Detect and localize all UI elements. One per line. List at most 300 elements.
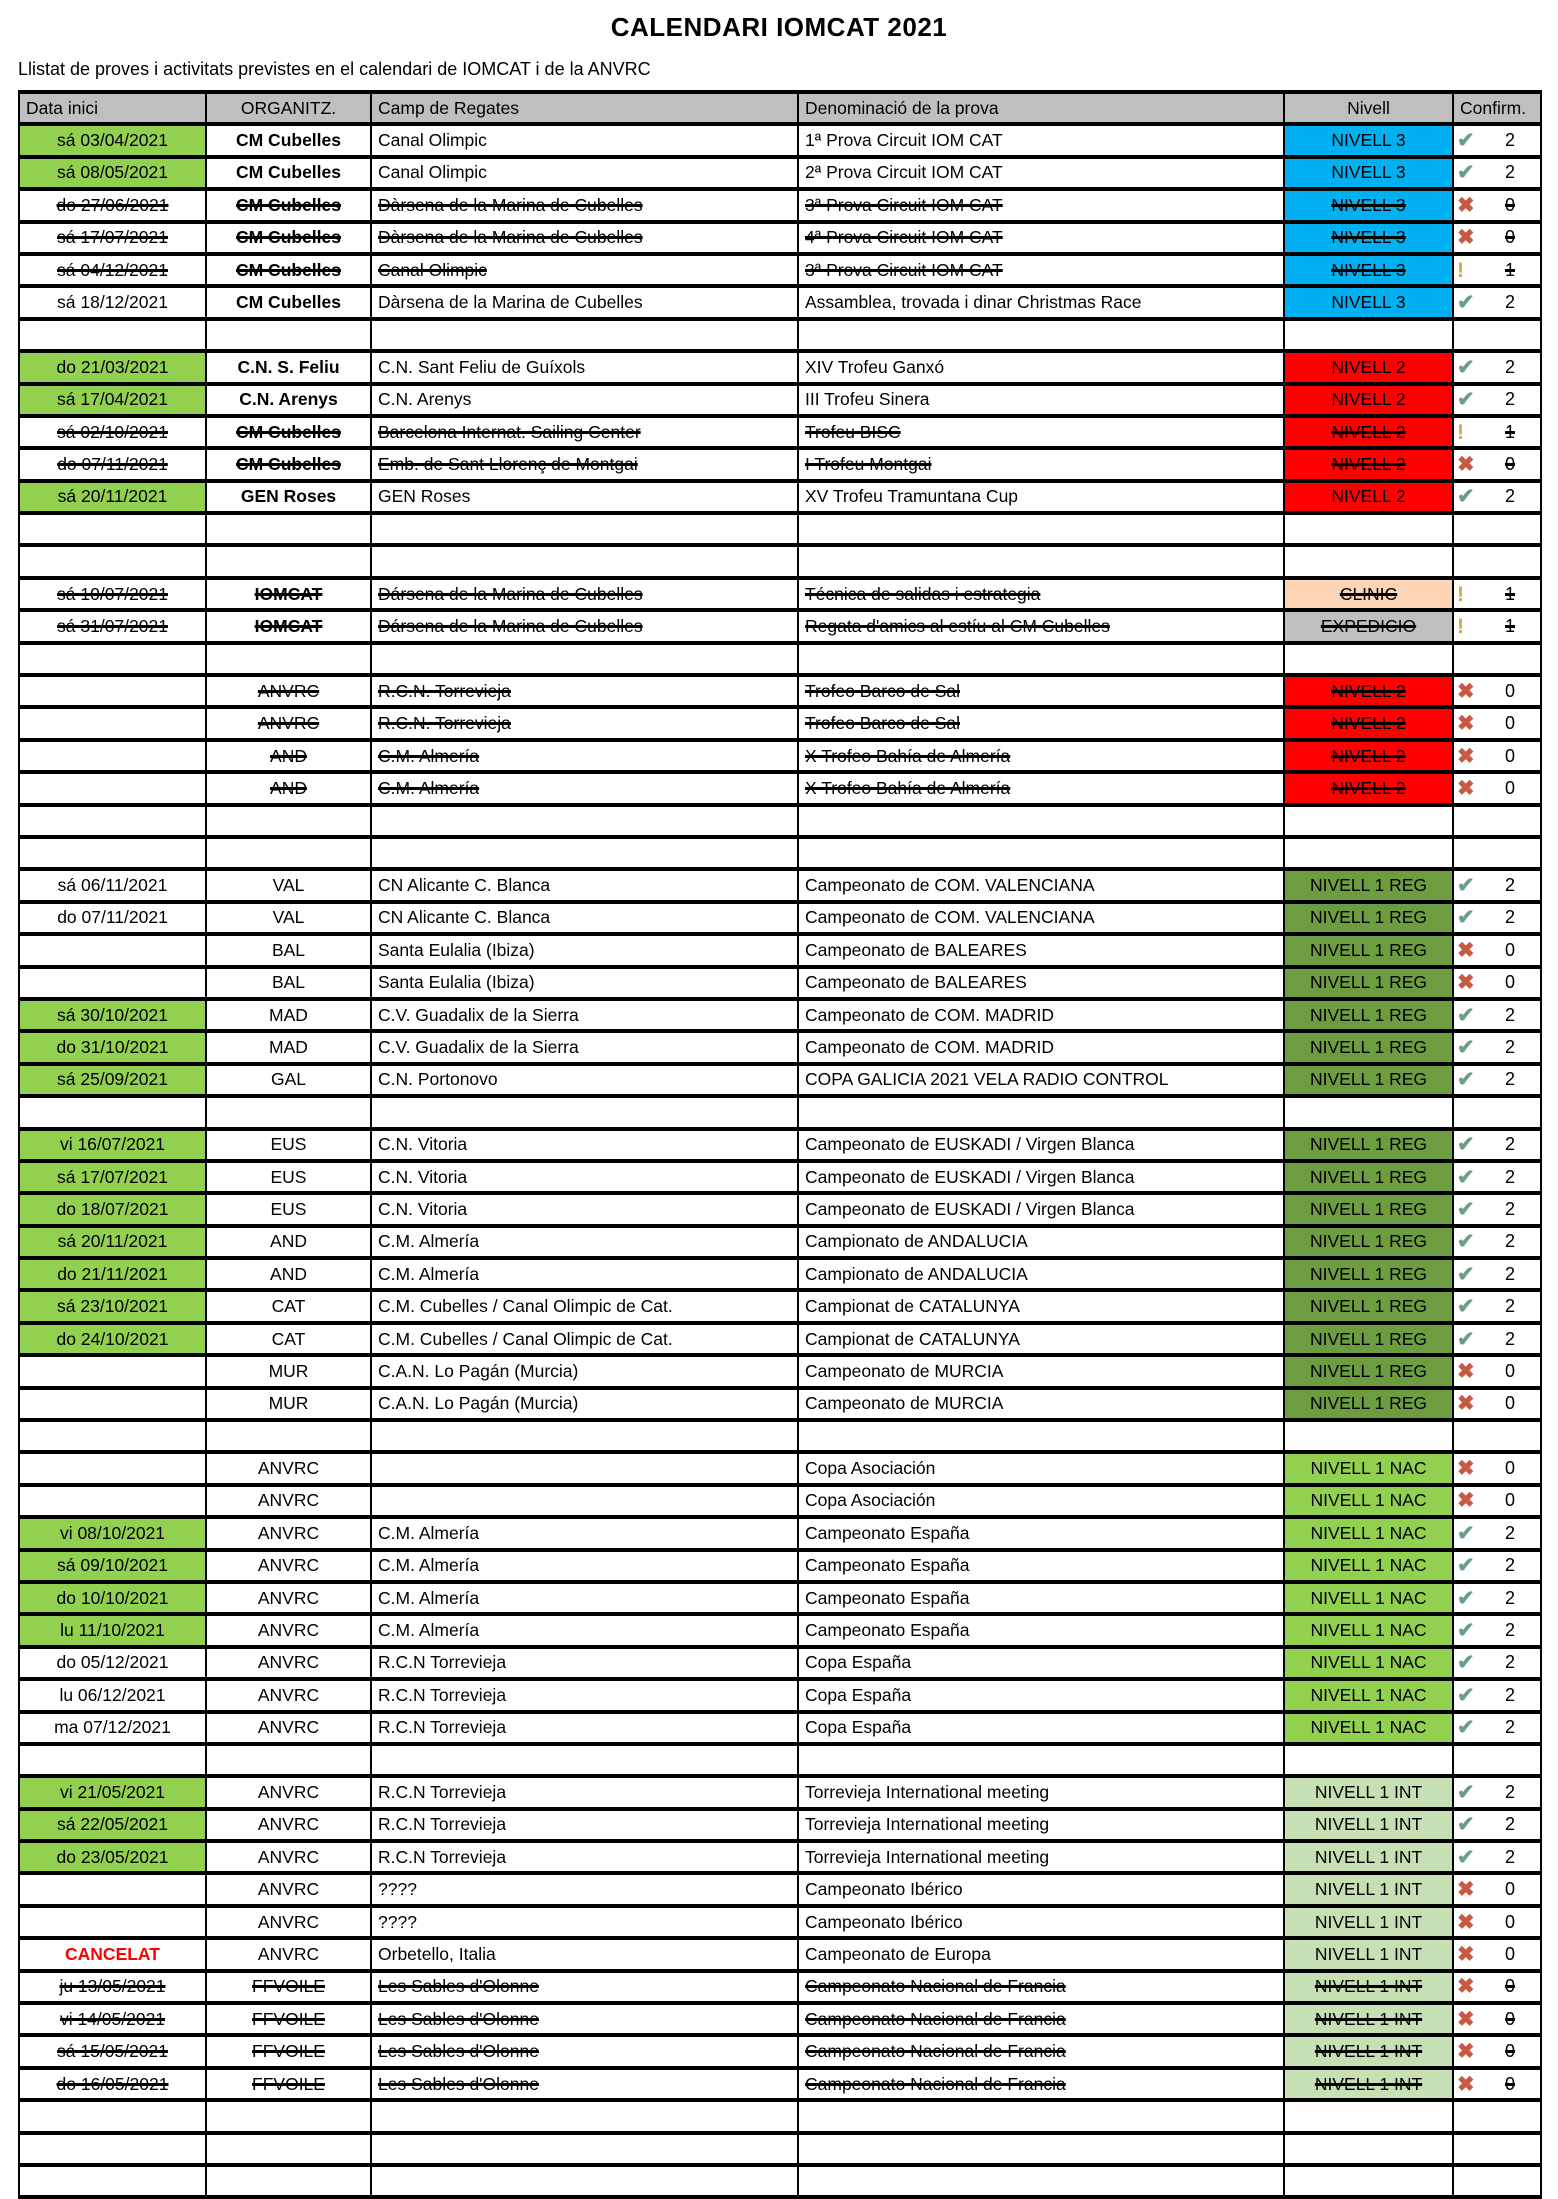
date-cell[interactable]: lu 06/12/2021 [19, 1679, 206, 1711]
org-cell[interactable]: EUS [206, 1129, 371, 1161]
confirm-cell[interactable] [1453, 934, 1541, 966]
nivell-badge[interactable]: NIVELL 1 INT [1284, 1841, 1453, 1873]
nivell-badge[interactable]: NIVELL 3 [1284, 254, 1453, 286]
prova-cell[interactable]: XV Trofeu Tramuntana Cup [798, 481, 1284, 513]
confirm-cell[interactable] [1453, 2068, 1541, 2100]
org-cell[interactable]: C.N. S. Feliu [206, 351, 371, 383]
confirm-cell[interactable] [1453, 837, 1541, 869]
camp-cell[interactable]: Les Sables d'Olonne [371, 1971, 798, 2003]
org-cell[interactable]: FFVOILE [206, 2003, 371, 2035]
camp-cell[interactable]: Barcelona Internat. Sailing Center [371, 416, 798, 448]
prova-cell[interactable]: Campeonato de BALEARES [798, 934, 1284, 966]
camp-cell[interactable]: Santa Eulalia (Ibiza) [371, 967, 798, 999]
nivell-badge[interactable]: NIVELL 2 [1284, 707, 1453, 739]
nivell-badge[interactable]: NIVELL 1 REG [1284, 869, 1453, 901]
confirm-cell[interactable] [1453, 1161, 1541, 1193]
date-cell[interactable]: do 07/11/2021 [19, 902, 206, 934]
date-cell[interactable] [19, 2100, 206, 2132]
date-cell[interactable] [19, 707, 206, 739]
org-cell[interactable]: IOMCAT [206, 610, 371, 642]
nivell-badge[interactable]: NIVELL 2 [1284, 481, 1453, 513]
camp-cell[interactable]: C.N. Vitoria [371, 1193, 798, 1225]
nivell-badge[interactable]: NIVELL 1 REG [1284, 967, 1453, 999]
nivell-badge[interactable] [1284, 837, 1453, 869]
nivell-badge[interactable]: NIVELL 1 INT [1284, 2035, 1453, 2067]
date-cell[interactable] [19, 967, 206, 999]
prova-cell[interactable]: Regata d'amics al estíu al CM Cubelles [798, 610, 1284, 642]
date-cell[interactable]: do 31/10/2021 [19, 1031, 206, 1063]
org-cell[interactable]: VAL [206, 902, 371, 934]
date-cell[interactable]: sá 25/09/2021 [19, 1064, 206, 1096]
nivell-badge[interactable]: NIVELL 3 [1284, 222, 1453, 254]
date-cell[interactable]: sá 10/07/2021 [19, 578, 206, 610]
confirm-cell[interactable] [1453, 124, 1541, 156]
prova-cell[interactable] [798, 643, 1284, 675]
prova-cell[interactable]: Copa Asociación [798, 1452, 1284, 1484]
nivell-badge[interactable]: NIVELL 1 INT [1284, 1776, 1453, 1808]
confirm-cell[interactable] [1453, 1031, 1541, 1063]
org-cell[interactable]: ANVRC [206, 1485, 371, 1517]
camp-cell[interactable]: Les Sables d'Olonne [371, 2068, 798, 2100]
nivell-badge[interactable]: CLINIC [1284, 578, 1453, 610]
nivell-badge[interactable]: NIVELL 1 REG [1284, 1064, 1453, 1096]
nivell-badge[interactable]: NIVELL 1 REG [1284, 1388, 1453, 1420]
confirm-cell[interactable] [1453, 448, 1541, 480]
confirm-cell[interactable] [1453, 1420, 1541, 1452]
date-cell[interactable]: do 10/10/2021 [19, 1582, 206, 1614]
prova-cell[interactable]: Campeonato de COM. MADRID [798, 1031, 1284, 1063]
prova-cell[interactable]: X Trofeo Bahía de Almería [798, 772, 1284, 804]
nivell-badge[interactable]: NIVELL 1 NAC [1284, 1485, 1453, 1517]
org-cell[interactable]: MUR [206, 1388, 371, 1420]
org-cell[interactable]: FFVOILE [206, 2035, 371, 2067]
nivell-badge[interactable]: NIVELL 2 [1284, 384, 1453, 416]
org-cell[interactable]: ANVRC [206, 1873, 371, 1905]
camp-cell[interactable]: R.C.N Torrevieja [371, 1647, 798, 1679]
nivell-badge[interactable] [1284, 545, 1453, 577]
date-cell[interactable]: sá 18/12/2021 [19, 286, 206, 318]
camp-cell[interactable]: Dàrsena de la Marina de Cubelles [371, 222, 798, 254]
nivell-badge[interactable]: NIVELL 1 INT [1284, 1938, 1453, 1970]
date-cell[interactable] [19, 740, 206, 772]
nivell-badge[interactable]: NIVELL 2 [1284, 448, 1453, 480]
confirm-cell[interactable] [1453, 1226, 1541, 1258]
org-cell[interactable]: ANVRC [206, 1614, 371, 1646]
nivell-badge[interactable]: NIVELL 1 REG [1284, 1258, 1453, 1290]
camp-cell[interactable] [371, 2133, 798, 2165]
camp-cell[interactable]: R.C.N. Torrevieja [371, 675, 798, 707]
prova-cell[interactable] [798, 2133, 1284, 2165]
date-cell[interactable] [19, 1420, 206, 1452]
camp-cell[interactable] [371, 1744, 798, 1776]
camp-cell[interactable]: ???? [371, 1906, 798, 1938]
confirm-cell[interactable] [1453, 869, 1541, 901]
camp-cell[interactable] [371, 2100, 798, 2132]
prova-cell[interactable]: Copa España [798, 1679, 1284, 1711]
prova-cell[interactable]: Campionat de CATALUNYA [798, 1290, 1284, 1322]
date-cell[interactable] [19, 934, 206, 966]
org-cell[interactable]: IOMCAT [206, 578, 371, 610]
prova-cell[interactable]: Torrevieja International meeting [798, 1809, 1284, 1841]
org-cell[interactable]: ANVRC [206, 1906, 371, 1938]
org-cell[interactable]: CM Cubelles [206, 286, 371, 318]
confirm-cell[interactable] [1453, 1096, 1541, 1128]
org-cell[interactable]: FFVOILE [206, 1971, 371, 2003]
prova-cell[interactable]: 3ª Prova Circuit IOM CAT [798, 189, 1284, 221]
camp-cell[interactable]: Canal Olimpic [371, 124, 798, 156]
nivell-badge[interactable]: NIVELL 3 [1284, 157, 1453, 189]
camp-cell[interactable]: CN Alicante C. Blanca [371, 869, 798, 901]
prova-cell[interactable]: Campionato de ANDALUCIA [798, 1226, 1284, 1258]
date-cell[interactable] [19, 675, 206, 707]
camp-cell[interactable]: Dársena de la Marina de Cubelles [371, 610, 798, 642]
date-cell[interactable]: ma 07/12/2021 [19, 1712, 206, 1744]
date-cell[interactable]: sá 23/10/2021 [19, 1290, 206, 1322]
nivell-badge[interactable] [1284, 805, 1453, 837]
camp-cell[interactable]: C.A.N. Lo Pagán (Murcia) [371, 1355, 798, 1387]
camp-cell[interactable]: C.M. Almería [371, 772, 798, 804]
nivell-badge[interactable]: NIVELL 1 REG [1284, 1290, 1453, 1322]
nivell-badge[interactable]: NIVELL 2 [1284, 416, 1453, 448]
confirm-cell[interactable] [1453, 384, 1541, 416]
camp-cell[interactable]: C.N. Vitoria [371, 1161, 798, 1193]
org-cell[interactable]: MUR [206, 1355, 371, 1387]
prova-cell[interactable]: Torrevieja International meeting [798, 1776, 1284, 1808]
org-cell[interactable]: CAT [206, 1323, 371, 1355]
prova-cell[interactable]: Técnica de salidas i estrategia [798, 578, 1284, 610]
prova-cell[interactable]: Campeonato de MURCIA [798, 1388, 1284, 1420]
org-cell[interactable]: ANVRC [206, 1679, 371, 1711]
org-cell[interactable]: BAL [206, 934, 371, 966]
date-cell[interactable] [19, 805, 206, 837]
prova-cell[interactable]: Campeonato Ibérico [798, 1873, 1284, 1905]
org-cell[interactable]: ANVRC [206, 1776, 371, 1808]
prova-cell[interactable] [798, 805, 1284, 837]
confirm-cell[interactable] [1453, 351, 1541, 383]
prova-cell[interactable]: Campeonato España [798, 1550, 1284, 1582]
prova-cell[interactable]: Campeonato de COM. VALENCIANA [798, 869, 1284, 901]
camp-cell[interactable]: C.M. Almería [371, 1226, 798, 1258]
prova-cell[interactable]: Torrevieja International meeting [798, 1841, 1284, 1873]
camp-cell[interactable]: Canal Olimpic [371, 254, 798, 286]
nivell-badge[interactable]: NIVELL 1 NAC [1284, 1517, 1453, 1549]
confirm-cell[interactable] [1453, 578, 1541, 610]
org-cell[interactable]: CM Cubelles [206, 157, 371, 189]
date-cell[interactable]: do 24/10/2021 [19, 1323, 206, 1355]
prova-cell[interactable]: Trofeo Barco de Sal [798, 707, 1284, 739]
confirm-cell[interactable] [1453, 1550, 1541, 1582]
prova-cell[interactable]: Campeonato de COM. MADRID [798, 999, 1284, 1031]
prova-cell[interactable]: Campeonato Ibérico [798, 1906, 1284, 1938]
prova-cell[interactable]: Campeonato Nacional de Francia [798, 1971, 1284, 2003]
org-cell[interactable]: VAL [206, 869, 371, 901]
org-cell[interactable]: ANVRC [206, 707, 371, 739]
confirm-cell[interactable] [1453, 2165, 1541, 2197]
date-cell[interactable]: sá 04/12/2021 [19, 254, 206, 286]
nivell-badge[interactable]: NIVELL 1 INT [1284, 1906, 1453, 1938]
nivell-badge[interactable]: NIVELL 1 NAC [1284, 1614, 1453, 1646]
col-header-denominacio[interactable]: Denominació de la prova [798, 92, 1284, 124]
org-cell[interactable]: AND [206, 1258, 371, 1290]
nivell-badge[interactable]: NIVELL 1 NAC [1284, 1679, 1453, 1711]
camp-cell[interactable] [371, 1096, 798, 1128]
org-cell[interactable] [206, 643, 371, 675]
camp-cell[interactable] [371, 837, 798, 869]
date-cell[interactable]: sá 17/07/2021 [19, 1161, 206, 1193]
nivell-badge[interactable]: NIVELL 2 [1284, 351, 1453, 383]
confirm-cell[interactable] [1453, 1485, 1541, 1517]
date-cell[interactable]: sá 17/07/2021 [19, 222, 206, 254]
nivell-badge[interactable]: NIVELL 1 REG [1284, 1323, 1453, 1355]
nivell-badge[interactable]: NIVELL 1 INT [1284, 1873, 1453, 1905]
nivell-badge[interactable]: NIVELL 1 NAC [1284, 1550, 1453, 1582]
date-cell[interactable]: vi 14/05/2021 [19, 2003, 206, 2035]
org-cell[interactable] [206, 1744, 371, 1776]
nivell-badge[interactable]: NIVELL 1 NAC [1284, 1582, 1453, 1614]
prova-cell[interactable]: Trofeu BISC [798, 416, 1284, 448]
org-cell[interactable] [206, 545, 371, 577]
confirm-cell[interactable] [1453, 481, 1541, 513]
nivell-badge[interactable] [1284, 1420, 1453, 1452]
nivell-badge[interactable]: NIVELL 1 REG [1284, 1129, 1453, 1161]
org-cell[interactable] [206, 513, 371, 545]
confirm-cell[interactable] [1453, 1064, 1541, 1096]
col-header-data-inici[interactable]: Data inici [19, 92, 206, 124]
org-cell[interactable]: AND [206, 740, 371, 772]
prova-cell[interactable]: COPA GALICIA 2021 VELA RADIO CONTROL [798, 1064, 1284, 1096]
camp-cell[interactable]: R.C.N Torrevieja [371, 1841, 798, 1873]
confirm-cell[interactable] [1453, 416, 1541, 448]
prova-cell[interactable]: Campionat de CATALUNYA [798, 1323, 1284, 1355]
date-cell[interactable]: CANCELAT [19, 1938, 206, 1970]
org-cell[interactable]: FFVOILE [206, 2068, 371, 2100]
prova-cell[interactable]: III Trofeu Sinera [798, 384, 1284, 416]
prova-cell[interactable]: 4ª Prova Circuit IOM CAT [798, 222, 1284, 254]
date-cell[interactable] [19, 837, 206, 869]
org-cell[interactable]: MAD [206, 999, 371, 1031]
confirm-cell[interactable] [1453, 1258, 1541, 1290]
nivell-badge[interactable] [1284, 2100, 1453, 2132]
camp-cell[interactable] [371, 545, 798, 577]
date-cell[interactable] [19, 1452, 206, 1484]
prova-cell[interactable]: Campeonato de EUSKADI / Virgen Blanca [798, 1193, 1284, 1225]
prova-cell[interactable]: Trofeo Barco de Sal [798, 675, 1284, 707]
nivell-badge[interactable] [1284, 643, 1453, 675]
date-cell[interactable] [19, 643, 206, 675]
date-cell[interactable]: ju 13/05/2021 [19, 1971, 206, 2003]
prova-cell[interactable]: Campeonato de COM. VALENCIANA [798, 902, 1284, 934]
date-cell[interactable]: sá 08/05/2021 [19, 157, 206, 189]
camp-cell[interactable]: Dársena de la Marina de Cubelles [371, 578, 798, 610]
confirm-cell[interactable] [1453, 1355, 1541, 1387]
date-cell[interactable]: do 21/03/2021 [19, 351, 206, 383]
date-cell[interactable] [19, 1485, 206, 1517]
nivell-badge[interactable]: NIVELL 1 INT [1284, 2003, 1453, 2035]
nivell-badge[interactable] [1284, 513, 1453, 545]
confirm-cell[interactable] [1453, 2035, 1541, 2067]
org-cell[interactable]: ANVRC [206, 675, 371, 707]
org-cell[interactable] [206, 805, 371, 837]
org-cell[interactable]: ANVRC [206, 1582, 371, 1614]
camp-cell[interactable] [371, 1452, 798, 1484]
confirm-cell[interactable] [1453, 1647, 1541, 1679]
camp-cell[interactable]: ???? [371, 1873, 798, 1905]
date-cell[interactable]: sá 20/11/2021 [19, 481, 206, 513]
date-cell[interactable]: do 07/11/2021 [19, 448, 206, 480]
camp-cell[interactable]: C.V. Guadalix de la Sierra [371, 999, 798, 1031]
camp-cell[interactable]: C.N. Arenys [371, 384, 798, 416]
date-cell[interactable] [19, 2165, 206, 2197]
org-cell[interactable] [206, 837, 371, 869]
camp-cell[interactable]: C.M. Almería [371, 1258, 798, 1290]
confirm-cell[interactable] [1453, 254, 1541, 286]
org-cell[interactable]: AND [206, 772, 371, 804]
confirm-cell[interactable] [1453, 1388, 1541, 1420]
confirm-cell[interactable] [1453, 545, 1541, 577]
camp-cell[interactable]: C.N. Portonovo [371, 1064, 798, 1096]
confirm-cell[interactable] [1453, 1452, 1541, 1484]
date-cell[interactable] [19, 1873, 206, 1905]
org-cell[interactable]: EUS [206, 1193, 371, 1225]
nivell-badge[interactable]: NIVELL 3 [1284, 189, 1453, 221]
confirm-cell[interactable] [1453, 2133, 1541, 2165]
camp-cell[interactable]: R.C.N. Torrevieja [371, 707, 798, 739]
camp-cell[interactable]: C.M. Almería [371, 1614, 798, 1646]
nivell-badge[interactable]: NIVELL 2 [1284, 675, 1453, 707]
date-cell[interactable] [19, 2133, 206, 2165]
camp-cell[interactable] [371, 513, 798, 545]
confirm-cell[interactable] [1453, 1971, 1541, 2003]
confirm-cell[interactable] [1453, 740, 1541, 772]
confirm-cell[interactable] [1453, 772, 1541, 804]
confirm-cell[interactable] [1453, 1129, 1541, 1161]
confirm-cell[interactable] [1453, 1517, 1541, 1549]
camp-cell[interactable] [371, 2165, 798, 2197]
org-cell[interactable]: BAL [206, 967, 371, 999]
camp-cell[interactable]: CN Alicante C. Blanca [371, 902, 798, 934]
org-cell[interactable]: AND [206, 1226, 371, 1258]
confirm-cell[interactable] [1453, 1712, 1541, 1744]
prova-cell[interactable]: Campeonato de EUSKADI / Virgen Blanca [798, 1161, 1284, 1193]
camp-cell[interactable]: Orbetello, Italia [371, 1938, 798, 1970]
org-cell[interactable]: CAT [206, 1290, 371, 1322]
org-cell[interactable]: CM Cubelles [206, 189, 371, 221]
date-cell[interactable]: do 23/05/2021 [19, 1841, 206, 1873]
camp-cell[interactable]: C.M. Almería [371, 740, 798, 772]
org-cell[interactable]: ANVRC [206, 1938, 371, 1970]
date-cell[interactable]: do 18/07/2021 [19, 1193, 206, 1225]
prova-cell[interactable] [798, 837, 1284, 869]
col-header-confirm[interactable]: Confirm. [1453, 92, 1541, 124]
org-cell[interactable]: EUS [206, 1161, 371, 1193]
prova-cell[interactable]: Campionato de ANDALUCIA [798, 1258, 1284, 1290]
date-cell[interactable]: vi 08/10/2021 [19, 1517, 206, 1549]
camp-cell[interactable]: Dàrsena de la Marina de Cubelles [371, 189, 798, 221]
date-cell[interactable]: do 16/05/2021 [19, 2068, 206, 2100]
confirm-cell[interactable] [1453, 1776, 1541, 1808]
org-cell[interactable]: CM Cubelles [206, 416, 371, 448]
confirm-cell[interactable] [1453, 513, 1541, 545]
date-cell[interactable]: lu 11/10/2021 [19, 1614, 206, 1646]
org-cell[interactable]: ANVRC [206, 1452, 371, 1484]
confirm-cell[interactable] [1453, 1582, 1541, 1614]
confirm-cell[interactable] [1453, 2100, 1541, 2132]
org-cell[interactable] [206, 1420, 371, 1452]
nivell-badge[interactable] [1284, 319, 1453, 351]
confirm-cell[interactable] [1453, 643, 1541, 675]
prova-cell[interactable]: 1ª Prova Circuit IOM CAT [798, 124, 1284, 156]
camp-cell[interactable]: C.N. Vitoria [371, 1129, 798, 1161]
camp-cell[interactable] [371, 805, 798, 837]
camp-cell[interactable] [371, 319, 798, 351]
camp-cell[interactable]: R.C.N Torrevieja [371, 1712, 798, 1744]
prova-cell[interactable]: 3ª Prova Circuit IOM CAT [798, 254, 1284, 286]
camp-cell[interactable]: C.N. Sant Feliu de Guíxols [371, 351, 798, 383]
camp-cell[interactable]: C.A.N. Lo Pagán (Murcia) [371, 1388, 798, 1420]
confirm-cell[interactable] [1453, 189, 1541, 221]
confirm-cell[interactable] [1453, 2003, 1541, 2035]
camp-cell[interactable]: C.M. Almería [371, 1582, 798, 1614]
prova-cell[interactable]: Campeonato España [798, 1582, 1284, 1614]
date-cell[interactable] [19, 545, 206, 577]
org-cell[interactable]: CM Cubelles [206, 124, 371, 156]
col-header-organitz[interactable]: ORGANITZ. [206, 92, 371, 124]
nivell-badge[interactable]: NIVELL 3 [1284, 124, 1453, 156]
camp-cell[interactable]: Les Sables d'Olonne [371, 2003, 798, 2035]
org-cell[interactable]: GEN Roses [206, 481, 371, 513]
prova-cell[interactable] [798, 319, 1284, 351]
nivell-badge[interactable]: NIVELL 2 [1284, 740, 1453, 772]
prova-cell[interactable] [798, 513, 1284, 545]
prova-cell[interactable]: X Trofeo Bahía de Almería [798, 740, 1284, 772]
prova-cell[interactable]: XIV Trofeu Ganxó [798, 351, 1284, 383]
confirm-cell[interactable] [1453, 1193, 1541, 1225]
date-cell[interactable] [19, 1355, 206, 1387]
nivell-badge[interactable]: NIVELL 1 INT [1284, 2068, 1453, 2100]
date-cell[interactable]: do 21/11/2021 [19, 1258, 206, 1290]
confirm-cell[interactable] [1453, 610, 1541, 642]
org-cell[interactable] [206, 2133, 371, 2165]
date-cell[interactable]: sá 22/05/2021 [19, 1809, 206, 1841]
confirm-cell[interactable] [1453, 222, 1541, 254]
date-cell[interactable] [19, 513, 206, 545]
org-cell[interactable]: CM Cubelles [206, 254, 371, 286]
date-cell[interactable]: sá 31/07/2021 [19, 610, 206, 642]
confirm-cell[interactable] [1453, 1841, 1541, 1873]
nivell-badge[interactable]: NIVELL 1 NAC [1284, 1647, 1453, 1679]
date-cell[interactable] [19, 319, 206, 351]
prova-cell[interactable]: Campeonato de MURCIA [798, 1355, 1284, 1387]
date-cell[interactable]: sá 20/11/2021 [19, 1226, 206, 1258]
camp-cell[interactable]: C.M. Almería [371, 1550, 798, 1582]
camp-cell[interactable]: Les Sables d'Olonne [371, 2035, 798, 2067]
nivell-badge[interactable]: NIVELL 1 NAC [1284, 1712, 1453, 1744]
date-cell[interactable]: vi 21/05/2021 [19, 1776, 206, 1808]
confirm-cell[interactable] [1453, 1290, 1541, 1322]
nivell-badge[interactable]: NIVELL 1 REG [1284, 1355, 1453, 1387]
prova-cell[interactable]: Assamblea, trovada i dinar Christmas Race [798, 286, 1284, 318]
prova-cell[interactable]: Campeonato Nacional de Francia [798, 2035, 1284, 2067]
prova-cell[interactable] [798, 1096, 1284, 1128]
prova-cell[interactable] [798, 1420, 1284, 1452]
org-cell[interactable]: ANVRC [206, 1809, 371, 1841]
confirm-cell[interactable] [1453, 999, 1541, 1031]
prova-cell[interactable]: I Trofeu Montgai [798, 448, 1284, 480]
date-cell[interactable] [19, 772, 206, 804]
confirm-cell[interactable] [1453, 902, 1541, 934]
camp-cell[interactable]: R.C.N Torrevieja [371, 1679, 798, 1711]
org-cell[interactable]: ANVRC [206, 1550, 371, 1582]
